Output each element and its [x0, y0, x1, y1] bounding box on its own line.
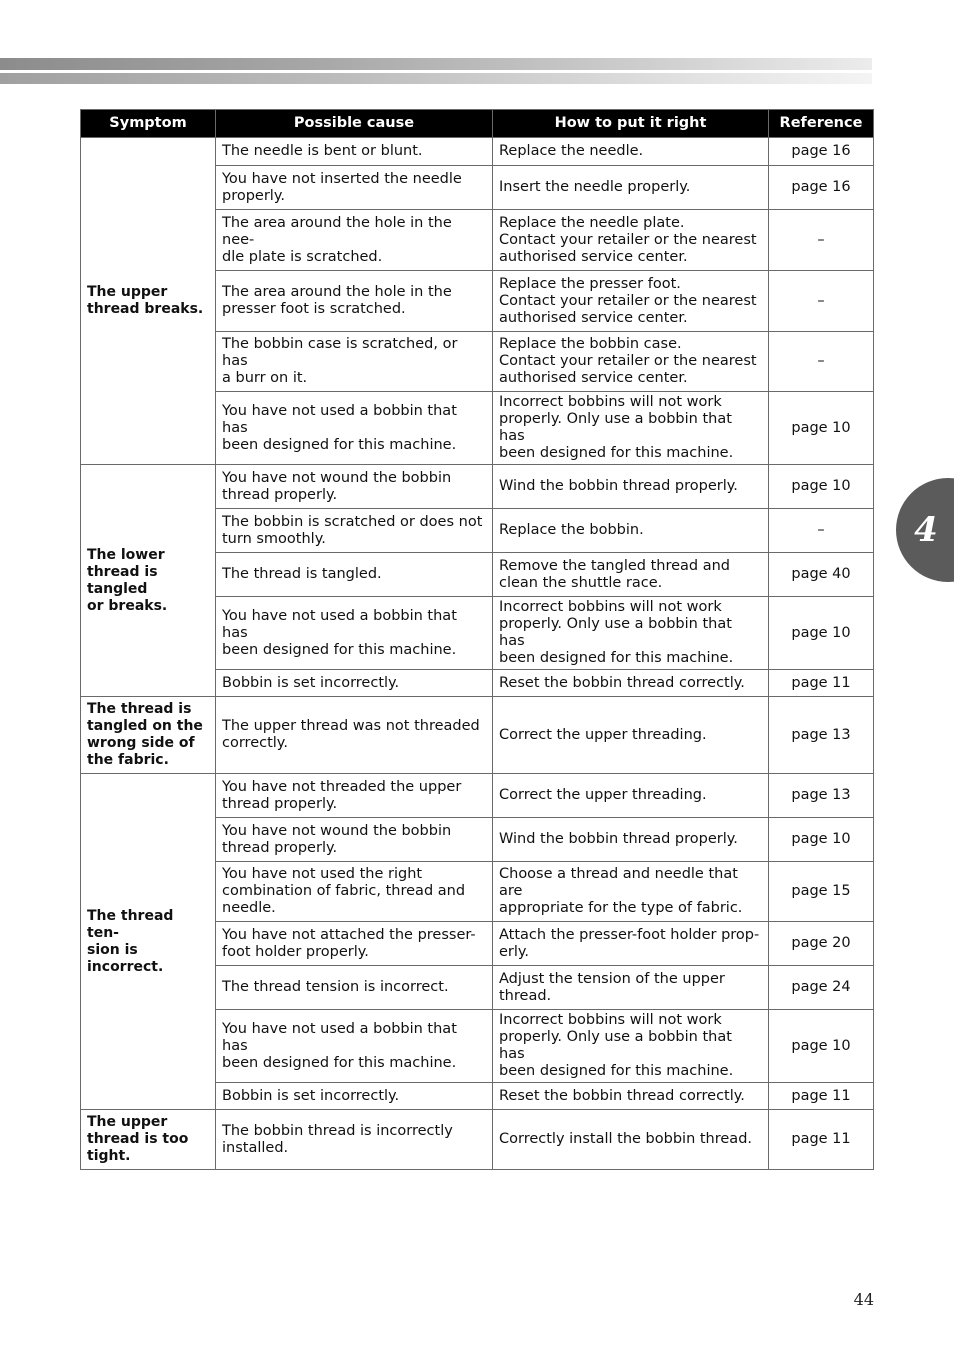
table-row [81, 774, 874, 818]
cause-cell: The thread tension is incorrect. [216, 966, 493, 1010]
reference-cell: page 16 [769, 138, 874, 166]
cause-cell: You have not used a bobbin that has been designed for this machine. [216, 1010, 493, 1083]
cause-cell: The area around the hole in the presser foot is scratched. [216, 271, 493, 332]
symptom-cell: The upper thread breaks. [81, 138, 216, 465]
fix-cell: Attach the presser-foot holder prop- erly. [493, 922, 769, 966]
reference-cell: page 16 [769, 166, 874, 210]
reference-cell: – [769, 509, 874, 553]
reference-cell: page 10 [769, 818, 874, 862]
cause-cell: You have not wound the bobbin thread properly. [216, 818, 493, 862]
cause-cell: You have not wound the bobbin thread properly. [216, 465, 493, 509]
cause-cell: You have not used a bobbin that has been designed for this machine. [216, 597, 493, 670]
reference-cell: – [769, 332, 874, 392]
cause-cell: The thread is tangled. [216, 553, 493, 597]
cause-cell: The upper thread was not threaded correctly. [216, 697, 493, 774]
fix-cell: Remove the tangled thread and clean the shuttle race. [493, 553, 769, 597]
table-row [81, 1110, 874, 1170]
cause-cell: You have not threaded the upper thread properly. [216, 774, 493, 818]
reference-cell: page 13 [769, 774, 874, 818]
column-header-how-to-fix: How to put it right [493, 110, 769, 138]
header-band-top [0, 58, 872, 70]
fix-cell: Replace the needle plate. Contact your retailer or the nearest authorised service center. [493, 210, 769, 271]
cause-cell: You have not used a bobbin that has been designed for this machine. [216, 392, 493, 465]
reference-cell: page 40 [769, 553, 874, 597]
symptom-cell: The thread is tangled on the wrong side of the fabric. [81, 697, 216, 774]
reference-cell: page 10 [769, 1010, 874, 1083]
reference-cell: page 10 [769, 392, 874, 465]
cause-cell: The bobbin thread is incorrectly installed. [216, 1110, 493, 1170]
fix-cell: Replace the bobbin case. Contact your retailer or the nearest authorised service center. [493, 332, 769, 392]
table-row [81, 697, 874, 774]
fix-cell: Reset the bobbin thread correctly. [493, 670, 769, 697]
column-header-possible-cause: Possible cause [216, 110, 493, 138]
cause-cell: Bobbin is set incorrectly. [216, 1083, 493, 1110]
fix-cell: Wind the bobbin thread properly. [493, 465, 769, 509]
cause-cell: You have not used the right combination of fabric, thread and needle. [216, 862, 493, 922]
reference-cell: page 20 [769, 922, 874, 966]
symptom-cell: The thread ten- sion is incorrect. [81, 774, 216, 1110]
reference-cell: page 15 [769, 862, 874, 922]
cause-cell: The needle is bent or blunt. [216, 138, 493, 166]
cause-cell: The area around the hole in the nee- dle plate is scratched. [216, 210, 493, 271]
fix-cell: Correctly install the bobbin thread. [493, 1110, 769, 1170]
symptom-cell: The lower thread is tangled or breaks. [81, 465, 216, 697]
fix-cell: Replace the needle. [493, 138, 769, 166]
page-number: 44 [853, 1290, 874, 1309]
fix-cell: Replace the presser foot. Contact your retailer or the nearest authorised service center. [493, 271, 769, 332]
fix-cell: Wind the bobbin thread properly. [493, 818, 769, 862]
table-row [81, 465, 874, 509]
cause-cell: Bobbin is set incorrectly. [216, 670, 493, 697]
reference-cell: – [769, 210, 874, 271]
reference-cell: – [769, 271, 874, 332]
fix-cell: Correct the upper threading. [493, 697, 769, 774]
reference-cell: page 11 [769, 1110, 874, 1170]
fix-cell: Choose a thread and needle that are appropriate for the type of fabric. [493, 862, 769, 922]
reference-cell: page 11 [769, 1083, 874, 1110]
reference-cell: page 10 [769, 465, 874, 509]
cause-cell: The bobbin case is scratched, or has a burr on it. [216, 332, 493, 392]
reference-cell: page 13 [769, 697, 874, 774]
fix-cell: Correct the upper threading. [493, 774, 769, 818]
cause-cell: The bobbin is scratched or does not turn smoothly. [216, 509, 493, 553]
chapter-number: 4 [914, 510, 938, 550]
fix-cell: Incorrect bobbins will not work properly. Only use a bobbin that has been designed for this machine. [493, 597, 769, 670]
fix-cell: Incorrect bobbins will not work properly. Only use a bobbin that has been designed for this machine. [493, 392, 769, 465]
fix-cell: Insert the needle properly. [493, 166, 769, 210]
symptom-cell: The upper thread is too tight. [81, 1110, 216, 1170]
cause-cell: You have not attached the presser- foot holder properly. [216, 922, 493, 966]
column-header-reference: Reference [769, 110, 874, 138]
header-band-bottom [0, 73, 872, 84]
fix-cell: Replace the bobbin. [493, 509, 769, 553]
cause-cell: You have not inserted the needle properly. [216, 166, 493, 210]
reference-cell: page 10 [769, 597, 874, 670]
column-header-symptom: Symptom [81, 110, 216, 138]
reference-cell: page 11 [769, 670, 874, 697]
table-header-row [81, 110, 874, 138]
troubleshooting-table [80, 109, 874, 1170]
fix-cell: Incorrect bobbins will not work properly. Only use a bobbin that has been designed for this machine. [493, 1010, 769, 1083]
reference-cell: page 24 [769, 966, 874, 1010]
fix-cell: Adjust the tension of the upper thread. [493, 966, 769, 1010]
fix-cell: Reset the bobbin thread correctly. [493, 1083, 769, 1110]
table-row [81, 138, 874, 166]
